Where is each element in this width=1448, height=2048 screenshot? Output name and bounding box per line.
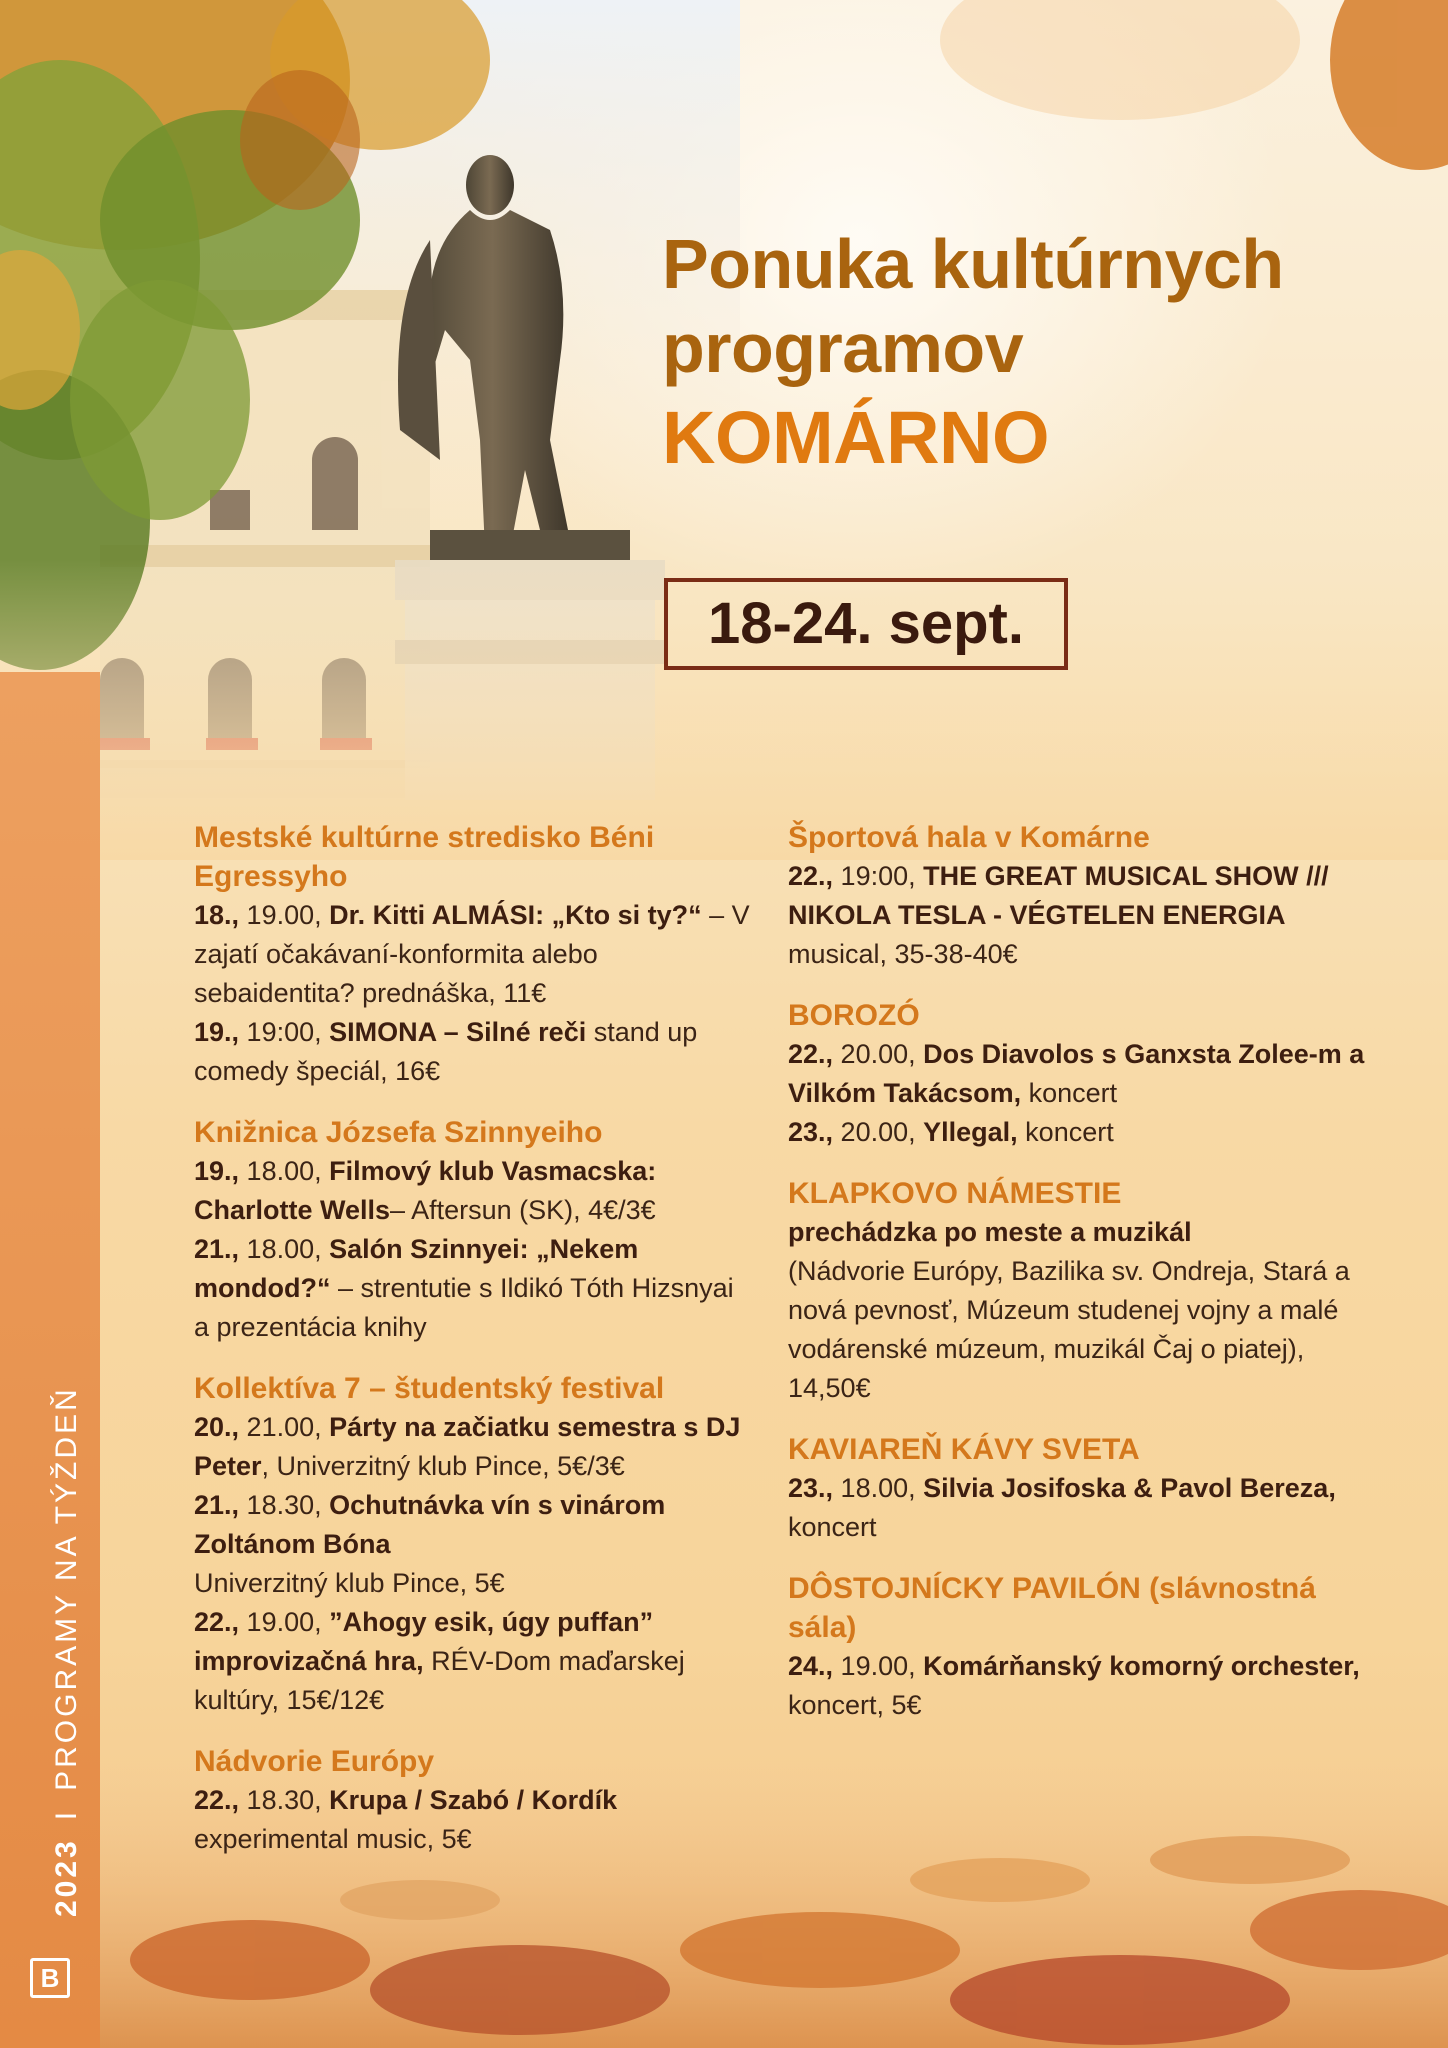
event-title: Párty na začiatku semestra s DJ Peter — [194, 1412, 741, 1481]
event-title: SIMONA – Silné reči — [329, 1017, 587, 1047]
sidebar-text: PROGRAMY NA TÝŽDEŇ — [50, 1386, 83, 1791]
venue-block — [788, 1174, 1378, 1408]
venue-block — [788, 1569, 1378, 1725]
event-title: Dr. Kitti ALMÁSI: „Kto si ty?“ — [329, 900, 702, 930]
event-details: koncert — [1017, 1117, 1114, 1147]
event-item — [194, 1486, 754, 1564]
event-day: 19., — [194, 1156, 240, 1186]
sidebar-label — [50, 1386, 84, 1917]
sidebar-separator: I — [50, 1808, 83, 1821]
event-day: 20., — [194, 1412, 240, 1442]
event-details: musical, 35-38-40€ — [788, 939, 1018, 969]
event-item — [788, 1213, 1378, 1252]
event-day: 22., — [194, 1785, 240, 1815]
event-day: 23., — [788, 1117, 834, 1147]
venue-block — [194, 1369, 754, 1720]
event-item — [788, 1113, 1378, 1152]
event-title: Filmový klub Vasmacska: Charlotte Wells — [194, 1156, 657, 1225]
program-column-left — [194, 818, 754, 1881]
event-day: 23., — [788, 1473, 834, 1503]
event-details: koncert, 5€ — [788, 1690, 922, 1720]
event-title: THE GREAT MUSICAL SHOW /// NIKOLA TESLA - VÉGTELEN ENERGIA — [788, 861, 1329, 930]
venue-block — [788, 818, 1378, 974]
event-day: 19., — [194, 1017, 240, 1047]
event-item — [194, 1781, 754, 1820]
foliage-right — [940, 0, 1448, 170]
event-time: 19.00, — [833, 1651, 924, 1681]
event-day: 18., — [194, 900, 240, 930]
event-day: 22., — [788, 861, 834, 891]
event-time: 18.00, — [239, 1234, 330, 1264]
event-time: 19.00, — [239, 1607, 330, 1637]
event-time: 19:00, — [239, 1017, 330, 1047]
venue-block — [194, 818, 754, 1091]
event-title: Ochutnávka vín s vinárom Zoltánom Bóna — [194, 1490, 666, 1559]
event-item — [788, 1035, 1378, 1113]
event-details: koncert — [1021, 1078, 1118, 1108]
event-item — [194, 896, 754, 1013]
event-details: stand up comedy špeciál, 16€ — [194, 1017, 698, 1086]
venue-block — [194, 1113, 754, 1347]
event-title: Krupa / Szabó / Kordík — [329, 1785, 618, 1815]
event-title: Salón Szinnyei: „Nekem mondod?“ — [194, 1234, 639, 1303]
event-title: Komárňanský komorný orchester, — [923, 1651, 1360, 1681]
event-details: (Nádvorie Európy, Bazilika sv. Ondreja, Stará a nová pevnosť, Múzeum studenej vojny a malé vodárenské múzeum, muzikál Čaj o piatej), 14,50€ — [788, 1256, 1350, 1403]
event-item — [194, 1152, 754, 1230]
title-line-2: programov — [662, 309, 1024, 387]
event-details: koncert — [788, 1512, 877, 1542]
event-time: 19:00, — [833, 861, 924, 891]
event-details: Univerzitný klub Pince, 5€ — [194, 1568, 505, 1598]
venue-name: DÔSTOJNÍCKY PAVILÓN (slávnostná sála) — [788, 1572, 1316, 1644]
event-item — [194, 1013, 754, 1091]
event-title: prechádzka po meste a muzikál — [788, 1217, 1192, 1247]
event-item — [194, 1230, 754, 1347]
venue-name: KAVIAREŇ KÁVY SVETA — [788, 1433, 1140, 1466]
event-day: 22., — [194, 1607, 240, 1637]
venue-name: Kollektíva 7 – študentský festival — [194, 1372, 665, 1405]
event-time: 20.00, — [833, 1039, 924, 1069]
venue-name: Nádvorie Európy — [194, 1745, 435, 1778]
venue-name: BOROZÓ — [788, 999, 920, 1032]
logo-icon: B — [30, 1958, 70, 1998]
event-day: 21., — [194, 1490, 240, 1520]
event-details: – V zajatí očakávaní-konformita alebo sebaidentita? prednáška, 11€ — [194, 900, 750, 1008]
event-details: experimental music, 5€ — [194, 1824, 472, 1854]
event-time: 18.00, — [833, 1473, 924, 1503]
event-details: – Aftersun (SK), 4€/3€ — [390, 1195, 656, 1225]
event-time: 18.00, — [239, 1156, 330, 1186]
date-range: 18-24. sept. — [664, 578, 1068, 670]
venue-name: KLAPKOVO NÁMESTIE — [788, 1177, 1122, 1210]
program-column-right — [788, 818, 1378, 1747]
event-title: ”Ahogy esik, úgy puffan” improvizačná hra, — [194, 1607, 654, 1676]
sidebar-year: 2023 — [50, 1838, 83, 1917]
event-day: 24., — [788, 1651, 834, 1681]
event-day: 21., — [194, 1234, 240, 1264]
event-item — [788, 1469, 1378, 1547]
event-title: Silvia Josifoska & Pavol Bereza, — [923, 1473, 1336, 1503]
venue-block — [788, 1430, 1378, 1547]
venue-name: Športová hala v Komárne — [788, 821, 1150, 854]
event-details: RÉV-Dom maďarskej kultúry, 15€/12€ — [194, 1646, 685, 1715]
venue-block — [194, 1742, 754, 1859]
event-item — [788, 857, 1378, 935]
venue-name: Mestské kultúrne stredisko Béni Egressyho — [194, 821, 655, 893]
event-item — [788, 1647, 1378, 1725]
event-details: – strentutie s Ildikó Tóth Hizsnyai a prezentácia knihy — [194, 1273, 734, 1342]
event-details: , Univerzitný klub Pince, 5€/3€ — [261, 1451, 625, 1481]
event-title: Yllegal, — [923, 1117, 1018, 1147]
event-day: 22., — [788, 1039, 834, 1069]
venue-block — [788, 996, 1378, 1152]
event-item — [194, 1603, 754, 1720]
venue-name: Knižnica Józsefa Szinnyeiho — [194, 1116, 603, 1149]
event-time: 19.00, — [239, 900, 330, 930]
page-title — [662, 222, 1284, 486]
event-time: 18.30, — [239, 1490, 330, 1520]
event-time: 20.00, — [833, 1117, 924, 1147]
event-item — [194, 1408, 754, 1486]
event-title: Dos Diavolos s Ganxsta Zolee-m a Vilkóm Takácsom, — [788, 1039, 1365, 1108]
title-line-1: Ponuka kultúrnych — [662, 225, 1284, 303]
event-time: 21.00, — [239, 1412, 330, 1442]
event-time: 18.30, — [239, 1785, 330, 1815]
title-city: KOMÁRNO — [662, 396, 1050, 479]
